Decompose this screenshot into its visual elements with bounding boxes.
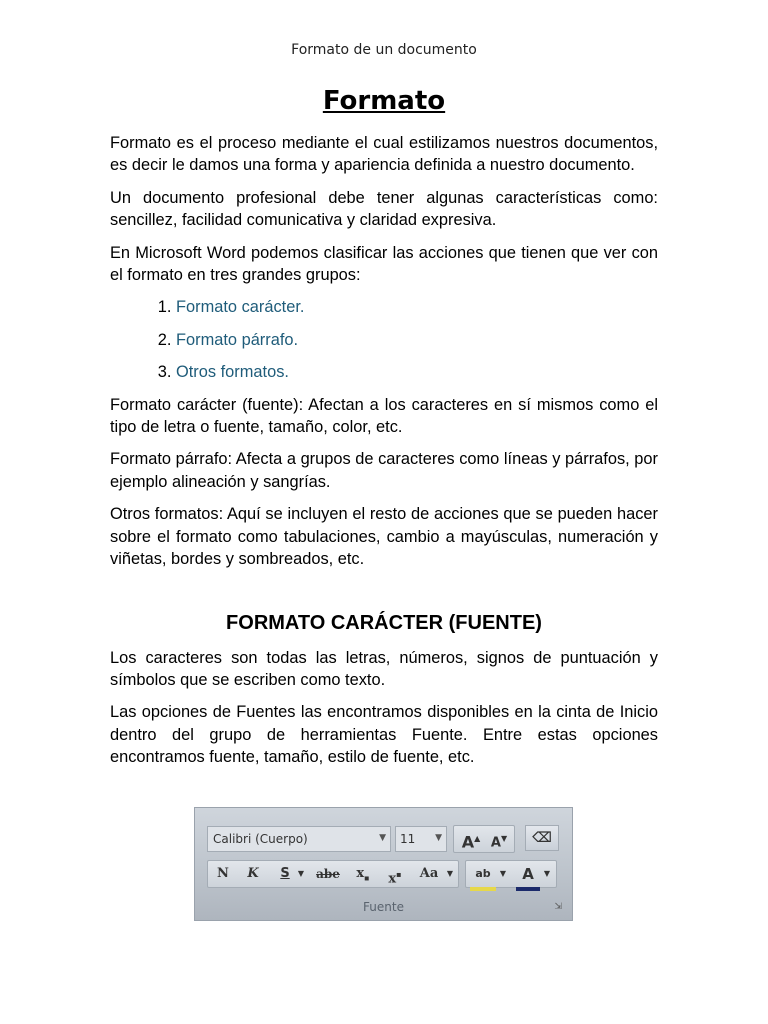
group-label: Fuente bbox=[363, 900, 404, 914]
grow-font-button[interactable]: A▲ bbox=[461, 832, 481, 852]
underline-button[interactable]: S bbox=[280, 866, 290, 881]
list-item bbox=[176, 296, 658, 318]
paragraph: Las opciones de Fuentes las encontramos disponibles en la cinta de Inicio dentro del grupo de herramientas Fuente. Entre estas opciones encontramos fuente, tamaño, estilo de fuente, etc. bbox=[110, 703, 658, 767]
paragraph: Otros formatos: Aquí se incluyen el resto de acciones que se pueden hacer sobre el formato como tabulaciones, cambio a mayúsculas, numeración y viñetas, bordes y sombreados, etc. bbox=[110, 505, 658, 569]
chevron-down-icon[interactable]: ▼ bbox=[297, 869, 305, 878]
paragraph: Formato párrafo: Afecta a grupos de caracteres como líneas y párrafos, por ejemplo alineación y sangrías. bbox=[110, 450, 658, 491]
chevron-down-icon[interactable]: ▼ bbox=[499, 869, 507, 878]
font-name-dropdown[interactable] bbox=[207, 826, 391, 852]
clear-format-button[interactable] bbox=[525, 825, 559, 851]
chevron-down-icon: ▼ bbox=[379, 833, 386, 843]
list-item-label: Formato párrafo. bbox=[176, 330, 299, 349]
paragraph: Un documento profesional debe tener algunas características como: sencillez, facilidad comunicativa y claridad expresiva. bbox=[110, 188, 658, 230]
list-item bbox=[176, 329, 658, 351]
list-item-label: Otros formatos. bbox=[176, 363, 289, 382]
strikethrough-button[interactable]: abe bbox=[316, 867, 340, 881]
bold-button[interactable]: N bbox=[217, 866, 229, 881]
chevron-down-icon: ▼ bbox=[435, 833, 442, 843]
highlight-button[interactable]: ab bbox=[470, 861, 496, 891]
font-ribbon-image bbox=[194, 807, 573, 921]
paragraph: Formato es el proceso mediante el cual estilizamos nuestros documentos, es decir le damos una forma y apariencia definida a nuestro documento. bbox=[110, 134, 658, 175]
font-style-group bbox=[207, 860, 459, 888]
color-group bbox=[465, 860, 557, 888]
subscript-button[interactable]: $x_▪$ bbox=[356, 866, 370, 883]
list-item bbox=[176, 361, 658, 383]
font-size-dropdown[interactable] bbox=[395, 826, 447, 852]
list-item-label: Formato carácter. bbox=[176, 298, 305, 317]
format-groups-list bbox=[110, 296, 658, 383]
document-body bbox=[110, 132, 658, 779]
shrink-font-button[interactable]: A▼ bbox=[490, 834, 508, 851]
section-heading: FORMATO CARÁCTER (FUENTE) bbox=[226, 611, 542, 634]
superscript-button[interactable]: x▪ bbox=[388, 869, 402, 887]
eraser-icon: ⌫ bbox=[532, 830, 552, 846]
font-name-value: Calibri (Cuerpo) bbox=[213, 832, 308, 846]
chevron-down-icon[interactable]: ▼ bbox=[543, 869, 551, 878]
font-size-value: 11 bbox=[400, 832, 416, 846]
change-case-button[interactable]: Aa bbox=[419, 866, 439, 881]
paragraph: Formato carácter (fuente): Afectan a los caracteres en sí mismos como el tipo de letra o fuente, tamaño, color, etc. bbox=[110, 395, 658, 437]
font-grow-shrink-group bbox=[453, 825, 515, 853]
font-color-button[interactable]: A bbox=[516, 861, 540, 891]
dialog-launcher-icon[interactable]: ⇲ bbox=[554, 902, 562, 912]
page-title: Formato bbox=[322, 86, 446, 116]
italic-button[interactable]: K bbox=[247, 866, 259, 881]
paragraph: Los caracteres son todas las letras, números, signos de puntuación y símbolos que se escriben como texto. bbox=[110, 648, 658, 689]
paragraph: En Microsoft Word podemos clasificar las acciones que tienen que ver con el formato en tres grandes grupos: bbox=[110, 243, 658, 285]
chevron-down-icon[interactable]: ▼ bbox=[446, 869, 454, 878]
page-header: Formato de un documento bbox=[291, 42, 477, 58]
